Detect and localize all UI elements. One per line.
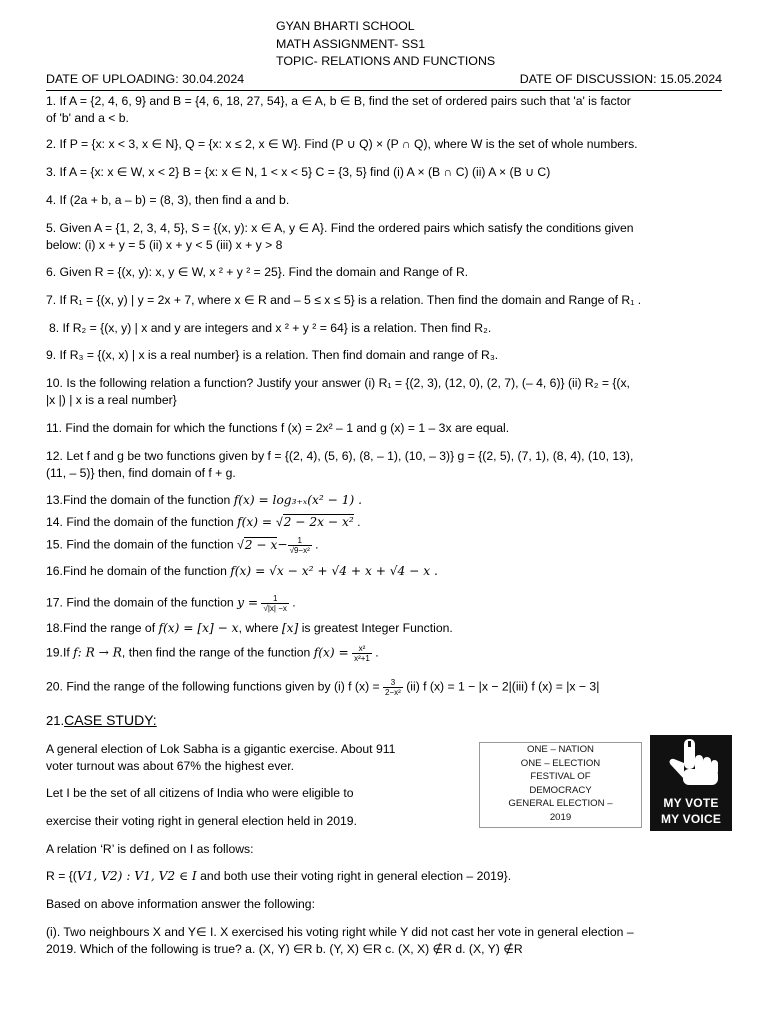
case-study-heading: 21.CASE STUDY: xyxy=(46,712,157,728)
slogan-line: ONE – ELECTION xyxy=(520,757,601,769)
date-bar xyxy=(46,72,722,91)
q19-fraction: $\frac{\text{x²}}{\text{x²+1}}$ xyxy=(354,644,370,663)
question-11: 11. Find the domain for which the functions f (x) = 2x² – 1 and g (x) = 1 – 3x are equal. xyxy=(46,421,510,435)
question-19: 19.If f: R → R, then find the range of the function f(x) = $\frac{\text{x²}}{\text{x²+1}}$ . xyxy=(46,644,379,663)
question-14: 14. Find the domain of the function f(x) = √2 − 2x − x² . xyxy=(46,515,361,529)
upload-date: DATE OF UPLOADING: 30.04.2024 xyxy=(46,72,245,86)
voting-finger-icon xyxy=(650,735,732,795)
case-paragraph-line: Let I be the set of all citizens of India who were eligible to xyxy=(46,786,354,800)
question-5: 5. Given A = {1, 2, 3, 4, 5}, S = {(x, y): x ∈ A, y ∈ A}. Find the ordered pairs which satisfy the conditions given below: (i) x + y = 5 (ii) x + y < 5 (iii) x + y > 8 xyxy=(46,221,634,252)
question-18: 18.Find the range of f(x) = [x] − x, where [x] is greatest Integer Function. xyxy=(46,621,453,635)
slogan-line: ONE – NATION xyxy=(527,744,594,755)
question-10: 10. Is the following relation a function? Justify your answer (i) R₁ = {(2, 3), (12, 0), (2, 7), (– 4, 6)} (ii) R₂ = {(x, |x |) | x is a real number} xyxy=(46,376,630,407)
q20-fraction: $\frac{3}{\text{2−x²}}$ xyxy=(385,678,401,697)
q17-fraction: $\frac{1}{√|x| -x}$ xyxy=(263,594,287,613)
question-15: 15. Find the domain of the function √2 − x− $\frac{1}{\text{√9−x²}}$ . xyxy=(46,536,319,555)
question-16: 16.Find he domain of the function f(x) = √x − x² + √4 + x + √4 − x . xyxy=(46,564,438,578)
election-slogan-box xyxy=(479,742,642,828)
question-2: 2. If P = {x: x < 3, x ∈ N}, Q = {x: x ≤ 2, x ∈ W}. Find (P ∪ Q) × (P ∩ Q), where W is the set of whole numbers. xyxy=(46,137,638,151)
question-13: 13.Find the domain of the function f(x) = log₃₊ₓ(x² − 1) . xyxy=(46,493,362,507)
question-1: 1. If A = {2, 4, 6, 9} and B = {4, 6, 18, 27, 54}, a ∈ A, b ∈ B, find the set of ordered pairs such that 'a' is factor of 'b' and a < b. xyxy=(46,94,631,125)
question-3: 3. If A = {x: x ∈ W, x < 2} B = {x: x ∈ N, 1 < x < 5} C = {3, 5} find (i) A × (B ∩ C) (ii) A × (B ∪ C) xyxy=(46,165,551,179)
q16-formula: f(x) = √x − x² + √4 + x + √4 − x . xyxy=(230,564,438,578)
slogan-line: GENERAL ELECTION – xyxy=(508,798,613,810)
case-question-options: 2019. Which of the following is true? a. (X, Y) ∈R b. (Y, X) ∈R c. (X, X) ∉R d. (X, Y) ∉R xyxy=(46,942,523,956)
my-vote-my-voice-logo: MY VOTE MY VOICE xyxy=(650,735,732,831)
relation-definition: R = {(V1, V2) : V1, V2 ∈ I and both use their voting right in general election – 2019}. xyxy=(46,869,512,883)
case-question-line: (i). Two neighbours X and Y∈ I. X exercised his voting right while Y did not cast her vote in general election – xyxy=(46,925,634,939)
relation-definition-intro: A relation ‘R’ is defined on I as follows: xyxy=(46,842,254,856)
slogan-line: FESTIVAL OF xyxy=(530,771,591,783)
slogan-line: DEMOCRACY xyxy=(529,784,592,796)
question-17: 17. Find the domain of the function y = $\frac{1}{√|x| -x}$ . xyxy=(46,594,296,613)
case-instruction: Based on above information answer the following: xyxy=(46,897,315,911)
q14-radicand: 2 − 2x − x² xyxy=(283,515,354,529)
question-4: 4. If (2a + b, a – b) = (8, 3), then find a and b. xyxy=(46,193,290,207)
question-6: 6. Given R = {(x, y): x, y ∈ W, x ² + y ² = 25}. Find the domain and Range of R. xyxy=(46,265,469,279)
question-9: 9. If R₃ = {(x, x) | x is a real number} is a relation. Then find domain and range of R₃. xyxy=(46,348,499,362)
question-12: 12. Let f and g be two functions given by f = {(2, 4), (5, 6), (8, – 1), (10, – 3)} g = {(2, 5), (7, 1), (8, 4), (10, 13), (11, – 5)} then, find domain of f + g. xyxy=(46,449,634,480)
q15-fraction: $\frac{1}{\text{√9−x²}}$ xyxy=(289,536,310,555)
case-paragraph-line: exercise their voting right in general election held in 2019. xyxy=(46,814,357,828)
assignment-page: GYAN BHARTI SCHOOL MATH ASSIGNMENT- SS1 TOPIC- RELATIONS AND FUNCTIONS DATE OF UPLOADING: 30.04.2024 DATE OF DISCUSSION: 15.05.2024 1. If A = {2, 4, 6, 9} and B = {4, 6, 18, 27, 54}, a ∈ A, b ∈ B, find the set of ordered pairs such that 'a' is factor of 'b' and a < b. 2. If P = {x: x < 3, x ∈ N}, Q = {x: x ≤ 2, x ∈ W}. Find (P ∪ Q) × (P ∩ Q), where W is the set of whole numbers. 3. If A = {x: x ∈ W, x < 2} B = {x: x ∈ N, 1 < x < 5} C = {3, 5} find (i) A × (B ∩ C) (ii) A × (B ∪ C) 4. If (2a + b, a – b) = (8, 3), then find a and b. 5. Given A = {1, 2, 3, 4, 5}, S = {(x, y): x ∈ A, y ∈ A}. Find the ordered pairs which satisfy the conditions given below: (i) x + y = 5 (ii) x + y < 5 (iii) x + y > 8 6. Given R = {(x, y): x, y ∈ W, x ² + y ² = 25}. Find the domain and Range of R. 7. If R₁ = {(x, y) | y = 2x + 7, where x ∈ R and – 5 ≤ x ≤ 5} is a relation. Then find the domain and Range of R₁ . 8. If R₂ = {(x, y) | x and y are integers and x ² + y ² = 64} is a relation. Then find R₂. 9. If R₃ = {(x, x) | x is a real number} is a relation. Then find domain and range of R₃. 10. Is the following relation a function? Justify your answer (i) R₁ = {(2, 3), (12, 0), (2, 7), (– 4, 6)} (ii) R₂ = {(x, |x |) | x is a real number} 11. Find the domain for which the functions f (x) = 2x² – 1 and g (x) = 1 – 3x are equal. 12. Let f and g be two functions given by f = {(2, 4), (5, 6), (8, – 1), (10, – 3)} g = {(2, 5), (7, 1), (8, 4), (10, 13), (11, – 5)} then, find domain of f + g. 13.Find the domain of the function f(x) = log₃₊ₓ(x² − 1) . 14. Find the domain of the function f(x) = √2 − 2x − x² . 15. Find the domain of the function √2 − x− $\frac{1}{\text{√9−x²}}$ . 16.Find he domain of the function f(x) = √x − x² + √4 + x + √4 − x . 17. Find the domain of the function y = $\frac{1}{√|x| -x}$ . 18.Find the range of f(x) = [x] − x, where [x] is greatest Integer Function. 19.If f: R → R, then find the range of the function f(x) = $\frac{\text{x²}}{\text{x²+1}}$ . 20. Find the range of the following functions given by (i) f (x) = $\frac{3}{\text{2−x²}}$ (ii) f (x) = 1 − |x − 2|(iii) f (x) = |x − 3| 21.CASE STUDY: A general election of Lok Sabha is a gigantic exercise. About 911 voter turnout was about 67% the highest ever. Let I be the set of all citizens of India who were eligible to exercise their voting right in general election held in 2019. A relation ‘R’ is defined on I as follows: R = {(V1, V2) : V1, V2 ∈ I and both use their voting right in general election – 2019}. Based on above information answer the following: (i). Two neighbours X and Y∈ I. X exercised his voting right while Y did not cast her vote in general election – 2019. Which of the following is true? a. (X, Y) ∈R b. (Y, X) ∈R c. (X, X) ∉R d. (X, Y) ∉R ONE – NATION ONE – ELECTION FESTIVAL OF DEMOCRACY GENERAL ELECTION – 2019 MY VOTE MY VOICE xyxy=(0,0,768,1024)
case-paragraph-line: voter turnout was about 67% the highest ever. xyxy=(46,759,294,773)
question-20: 20. Find the range of the following functions given by (i) f (x) = $\frac{3}{\text{2−x²}}$ (ii) f (x) = 1 − |x − 2|(iii) f (x) = |x − 3| xyxy=(46,678,600,697)
case-paragraph-line: A general election of Lok Sabha is a gigantic exercise. About 911 xyxy=(46,742,396,756)
q13-formula: f(x) = log₃₊ₓ(x² − 1) . xyxy=(233,493,362,507)
question-8: 8. If R₂ = {(x, y) | x and y are integers and x ² + y ² = 64} is a relation. Then find R₂. xyxy=(49,321,492,335)
slogan-line: 2019 xyxy=(549,811,572,823)
discussion-date: DATE OF DISCUSSION: 15.05.2024 xyxy=(519,72,722,86)
question-7: 7. If R₁ = {(x, y) | y = 2x + 7, where x ∈ R and – 5 ≤ x ≤ 5} is a relation. Then find the domain and Range of R₁ . xyxy=(46,293,642,307)
